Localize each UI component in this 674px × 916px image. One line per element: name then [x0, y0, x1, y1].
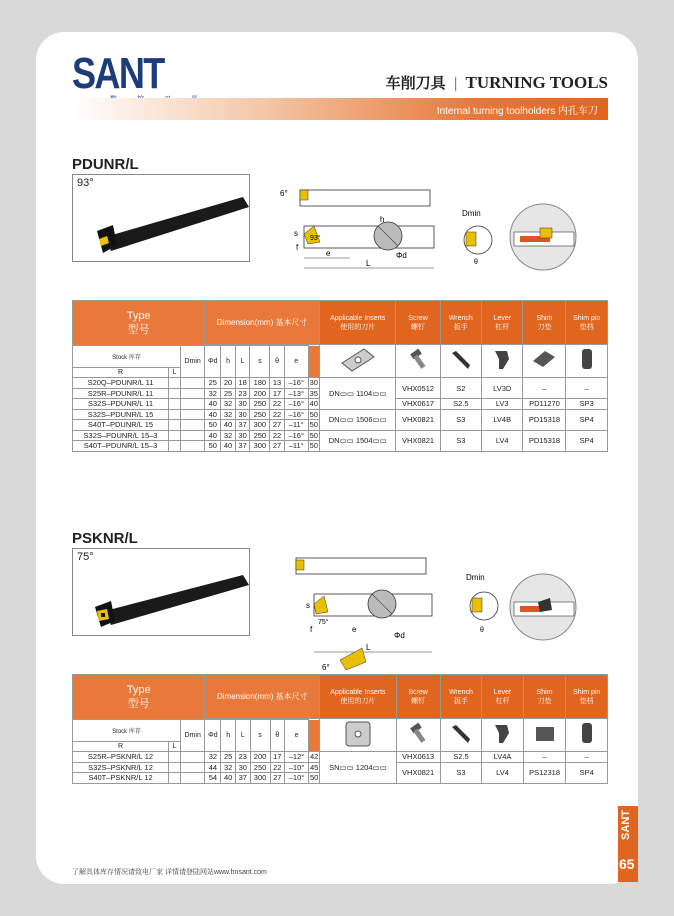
wrench-icon	[440, 345, 481, 378]
screw-header: Screw 螺钉	[396, 301, 440, 345]
insert-code: SN▭▭ 1204▭▭	[320, 752, 396, 784]
footer-note: 了解具体库存情况请致电厂家 详情请登陆网站www.hnsant.com	[72, 869, 267, 876]
insert-square-icon	[320, 719, 396, 752]
angle-label-theta: θ	[474, 259, 478, 266]
inserts-header: Applicable Inserts 使用的刀片	[320, 675, 396, 719]
tool-photo-pdunr	[72, 174, 250, 262]
dimension-header: Dimension(mm) 基本尺寸	[205, 675, 320, 719]
table-row: S40T–PSKNR/L 12 54 40 37 300 27 –10° 50	[73, 773, 608, 784]
table-row: S32S–PSKNR/L 12 44 32 30 250 22 –10° 45 VHX0821 S3 LV4 PS12318 SP4	[73, 762, 608, 773]
lever-header: Lever 杠杆	[482, 301, 523, 345]
lead-angle: 93°	[77, 177, 94, 189]
insert-code: DN▭▭ 1104▭▭	[319, 378, 396, 410]
insert-code: DN▭▭ 1506▭▭	[319, 409, 396, 430]
table-row: S25R–PSKNR/L 12 32 25 23 200 17 –12° 42 SN▭▭ 1204▭▭ VHX0613 S2.5 LV4A – –	[73, 752, 608, 763]
type-header: Type 型号	[73, 675, 205, 720]
screw-header: Screw 螺钉	[396, 675, 440, 719]
table-row: S25R–PDUNR/L 11 32 25 23 200 17 –13° 35	[73, 388, 608, 399]
wrench-header: Wrench 扳手	[440, 301, 481, 345]
dimension-drawing-pdunr	[270, 182, 450, 274]
table-row: S40T–PDUNR/L 15 50 40 37 300 27 –11° 50	[73, 420, 608, 431]
col-s: s	[250, 346, 270, 378]
dim-label-f: f	[296, 243, 299, 252]
side-page-tab	[618, 806, 638, 882]
dimension-header: Dimension(mm) 基本尺寸	[205, 301, 320, 345]
side-brand: SANT	[620, 810, 632, 840]
shim-icon	[523, 345, 566, 378]
angle-label-theta: θ	[480, 627, 484, 634]
wrench-header: Wrench 扳手	[440, 675, 482, 719]
insert-diamond-icon	[319, 345, 396, 378]
brand-name: SANT	[72, 49, 164, 98]
angle-label-a1: 6°	[322, 663, 330, 672]
header-title: 车削刀具 | TURNING TOOLS	[385, 73, 608, 92]
dim-label-l: L	[366, 643, 371, 652]
table-row: S20Q–PDUNR/L 11 25 20 18 180 13 –16° 30 DN▭▭ 1104▭▭ VHX0512 S2 LV3D – –	[73, 378, 608, 389]
page-number: 65	[619, 856, 635, 872]
type-header: Type 型号	[73, 301, 205, 346]
toolholder-photo-icon	[73, 549, 249, 635]
stock-header: Stock 库存	[73, 720, 181, 742]
shimpin-header: Shim pin 垫档	[566, 675, 608, 719]
catalog-page	[36, 32, 638, 884]
col-dmin: Dmin	[181, 346, 205, 378]
dim-label-h: h	[380, 215, 385, 224]
lever-header: Lever 杠杆	[482, 675, 524, 719]
section-title-pdunr: PDUNR/L	[72, 156, 139, 173]
dim-label-s: s	[306, 601, 310, 610]
stock-r: R	[73, 367, 169, 378]
table-row: S40T–PDUNR/L 15–3 50 40 37 300 27 –11° 50	[73, 441, 608, 452]
stock-l: L	[169, 741, 181, 752]
insert-code: DN▭▭ 1504▭▭	[319, 430, 396, 451]
col-phid: Φd	[205, 346, 221, 378]
stock-header: Stock 库存	[73, 346, 181, 368]
col-dmin: Dmin	[181, 720, 205, 752]
col-s: s	[250, 720, 270, 752]
table-row: S32S–PDUNR/L 15–3 40 32 30 250 22 –16° 50 DN▭▭ 1504▭▭ VHX0821 S3 LV4 PD15318 SP4	[73, 430, 608, 441]
col-e: e	[284, 346, 308, 378]
lead-angle: 75°	[77, 551, 94, 563]
lever-icon	[482, 719, 524, 752]
dim-label-phid: Φd	[396, 251, 407, 260]
dim-label-e: e	[352, 625, 357, 634]
stock-l: L	[169, 367, 181, 378]
angle-label-a2: 93°	[310, 235, 321, 242]
angle-label-a2: 75°	[318, 619, 329, 626]
lever-icon	[482, 345, 523, 378]
dim-label-dmin: Dmin	[462, 209, 481, 218]
table-row: S32S–PDUNR/L 11 40 32 30 250 22 –16° 40 VHX0617 S2.5 LV3 PD11270 SP3	[73, 399, 608, 410]
dim-label-s: s	[294, 229, 298, 238]
shimpin-header: Shim pin 垫档	[566, 301, 608, 345]
table-row: S32S–PDUNR/L 15 40 32 30 250 22 –16° 50 DN▭▭ 1506▭▭ VHX0821 S3 LV4B PD15318 SP4	[73, 409, 608, 420]
col-h: h	[221, 720, 236, 752]
section-title-psknr: PSKNR/L	[72, 530, 138, 547]
header-bar	[72, 98, 608, 120]
screw-icon	[396, 345, 440, 378]
angle-label-a1: 6°	[280, 189, 288, 198]
col-e: e	[285, 720, 309, 752]
dim-label-phid: Φd	[394, 631, 405, 640]
tool-photo-psknr	[72, 548, 250, 636]
bore-drawing-pdunr	[456, 208, 502, 268]
bore-drawing-psknr	[462, 572, 508, 636]
col-l: L	[235, 346, 250, 378]
stock-r: R	[73, 741, 169, 752]
shim-header: Shim 刀垫	[523, 301, 566, 345]
shim-header: Shim 刀垫	[523, 675, 566, 719]
col-h: h	[221, 346, 236, 378]
dim-label-l: L	[366, 259, 371, 268]
dimension-drawing-psknr	[270, 552, 450, 672]
shim-pin-icon	[566, 345, 608, 378]
shim-pin-icon	[566, 719, 608, 752]
detail-circle-pdunr	[508, 202, 578, 272]
header-title-en: TURNING TOOLS	[465, 73, 608, 92]
spec-table-pdunr	[72, 300, 608, 452]
shim-icon	[523, 719, 566, 752]
screw-icon	[396, 719, 440, 752]
dim-label-e: e	[326, 249, 331, 258]
detail-circle-psknr	[508, 572, 578, 642]
header-title-cn: 车削刀具	[385, 75, 446, 92]
col-theta: θ	[270, 720, 285, 752]
wrench-icon	[440, 719, 482, 752]
inserts-header: Applicable Inserts 使用的刀片	[319, 301, 396, 345]
header-subtitle: Internal turning toolholders 内孔车刀	[436, 106, 598, 117]
brand-logo	[72, 49, 207, 104]
col-phid: Φd	[205, 720, 221, 752]
dim-label-dmin: Dmin	[466, 573, 485, 582]
col-theta: θ	[270, 346, 285, 378]
toolholder-photo-icon	[73, 175, 249, 261]
col-l: L	[235, 720, 250, 752]
spec-table-psknr	[72, 674, 608, 784]
dim-label-f: f	[310, 625, 313, 634]
